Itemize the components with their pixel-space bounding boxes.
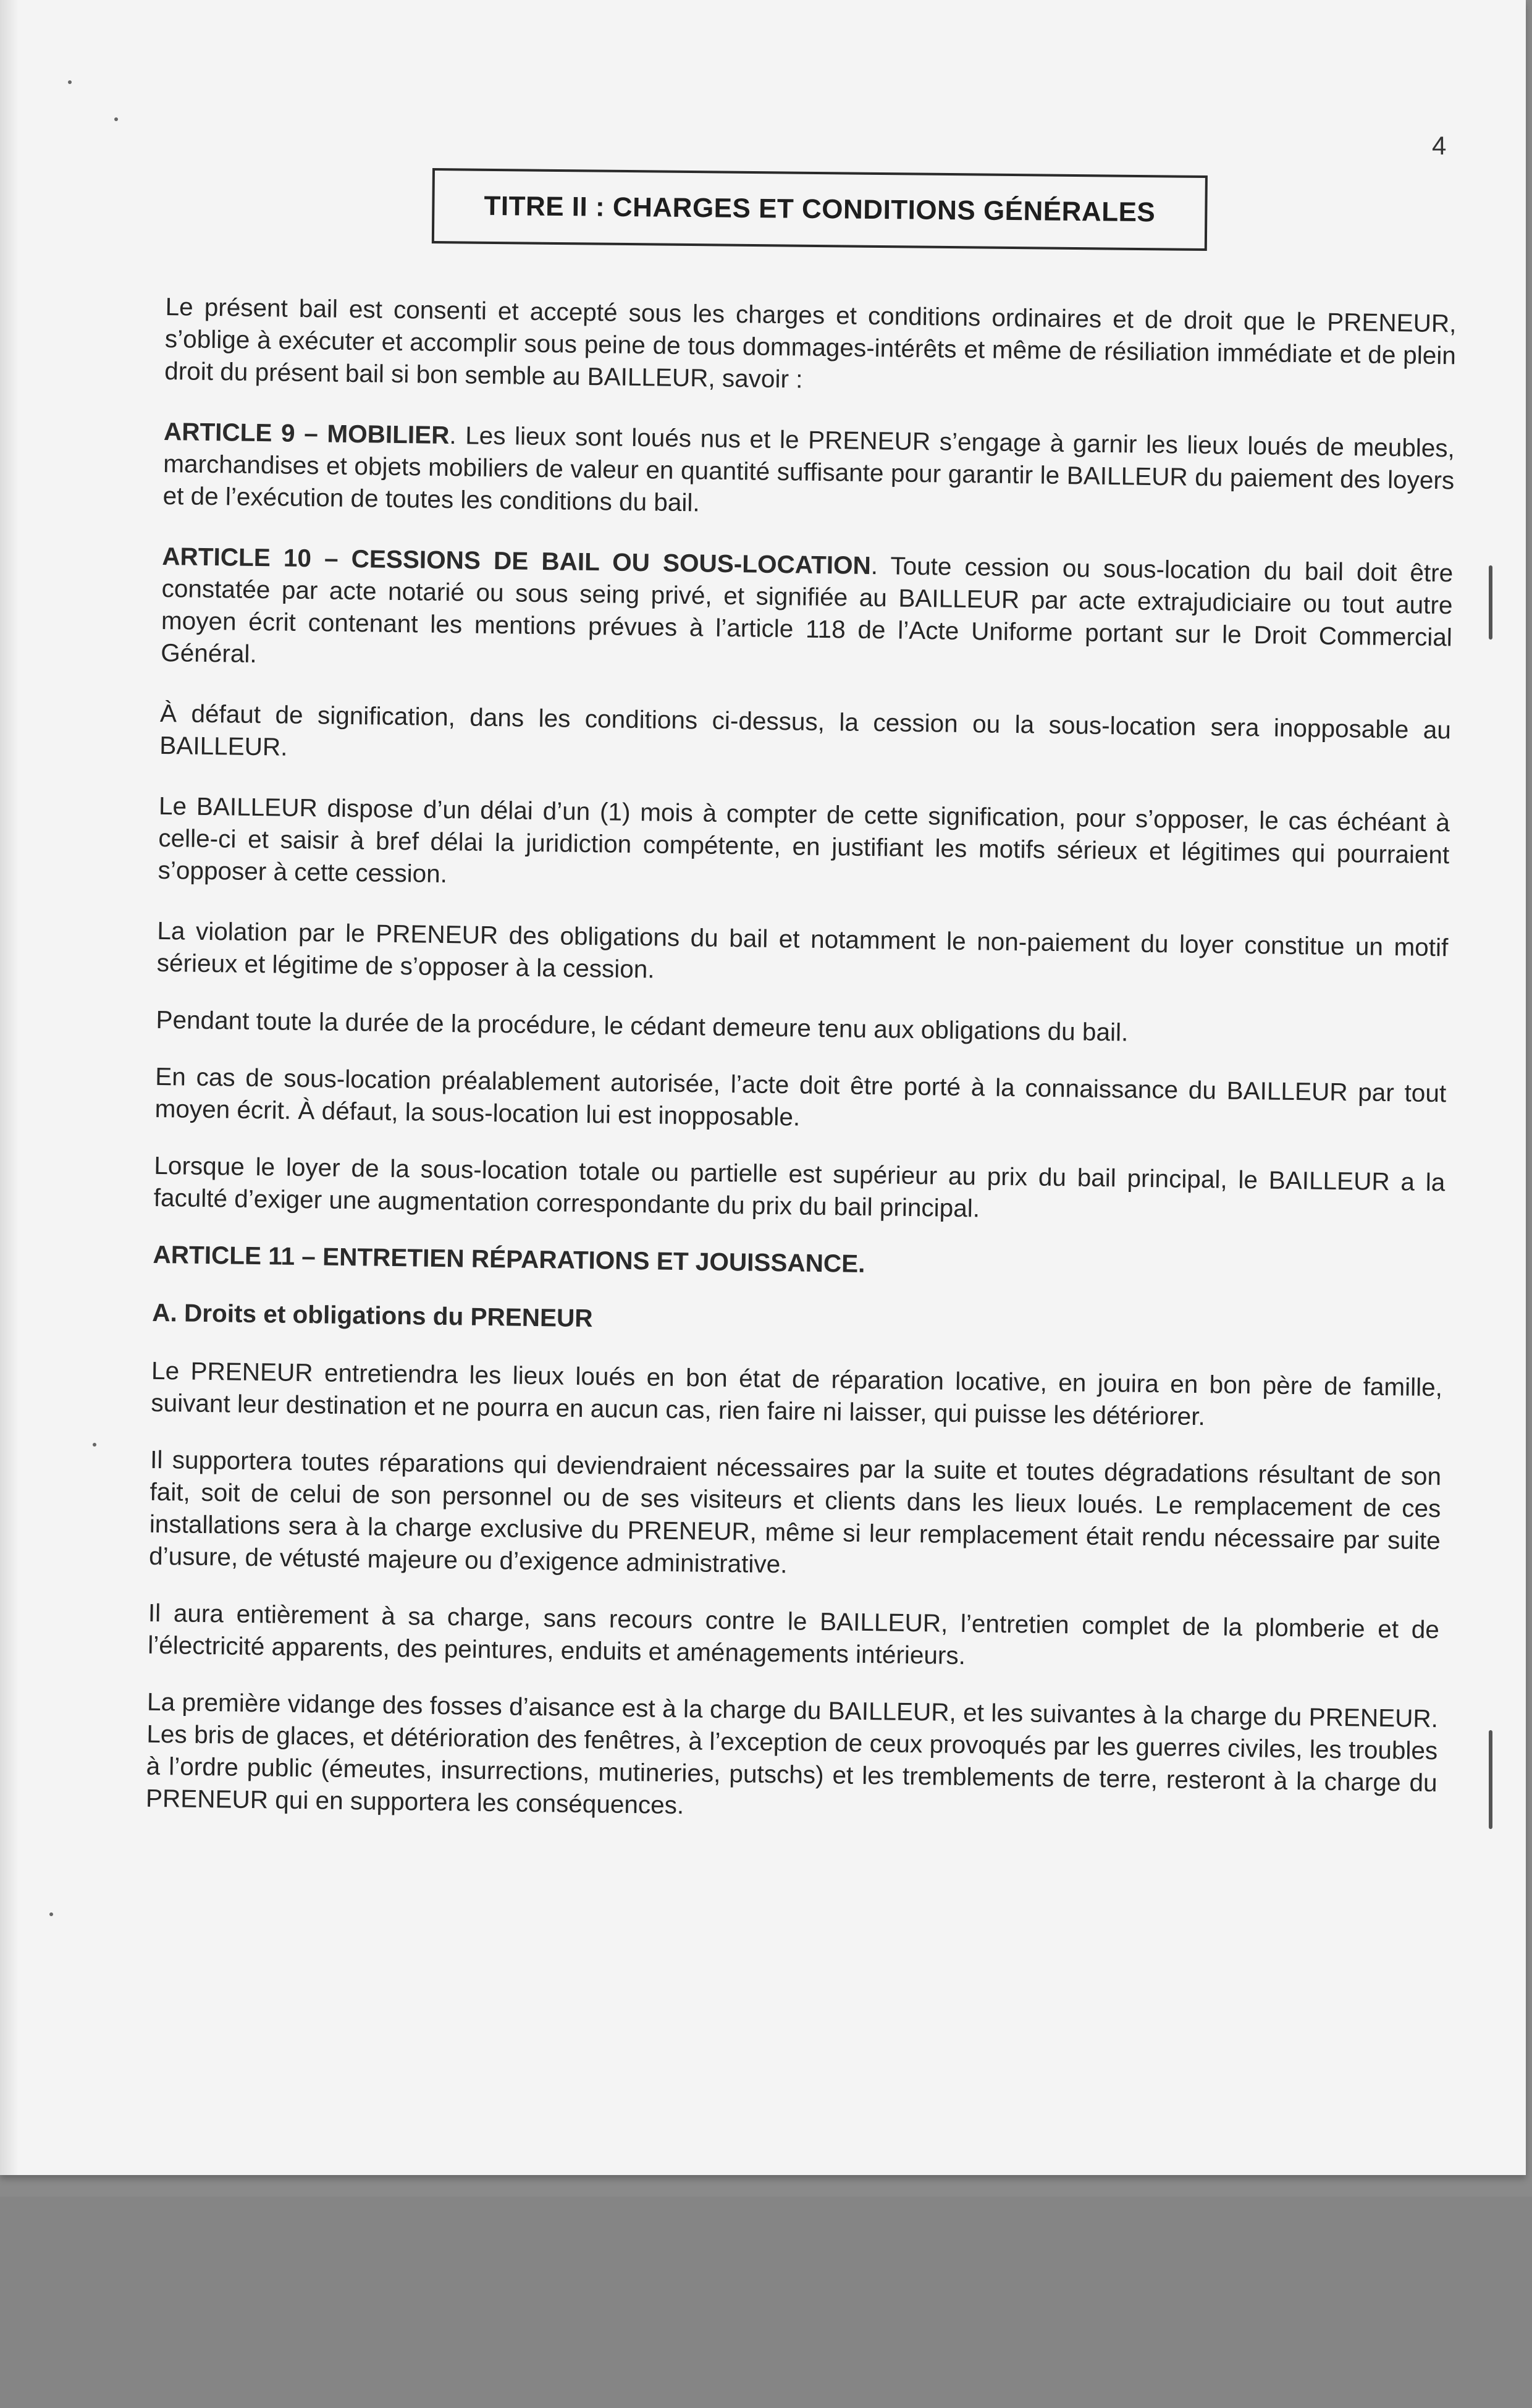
section-title: TITRE II : CHARGES ET CONDITIONS GÉNÉRALES: [484, 190, 1156, 228]
article-11-paragraph: Il supportera toutes réparations qui deviendraient nécessaires par la suite et toutes dégradations résultant de son fait, soit de celui de son personnel ou de ses visiteurs et clients dans les lieux loués. Le remplacement de ces installations sera à la charge exclusive du PRENEUR, même si leur remplacement était rendu nécessaire par suite d’usure, de vétusté majeure ou d’exigence administrative.: [148, 1445, 1442, 1579]
margin-mark: [1489, 565, 1492, 640]
page-number: 4: [1432, 131, 1447, 160]
scan-speck: [93, 1443, 96, 1447]
scan-speck: [49, 1912, 53, 1916]
article-11-heading: ARTICLE 11 – ENTRETIEN RÉPARATIONS ET JOUISSANCE.: [153, 1240, 865, 1278]
article-10-paragraph: En cas de sous-location préalablement autorisée, l’acte doit être porté à la connaissance du BAILLEUR par tout moyen écrit. À défaut, la sous-location lui est inopposable.: [154, 1062, 1447, 1131]
article-10-text: . Toute cession ou sous-location du bail doit être constatée par acte notarié ou sous seing privé, et signifiée au BAILLEUR par acte extrajudiciaire ou tout autre moyen écrit contenant les mentions prévues à l’article 118 de l’Acte Uniforme portant sur le Droit Commercial Général.: [161, 551, 1454, 668]
article-11-subheading: A. Droits et obligations du PRENEUR: [152, 1298, 593, 1333]
article-10-paragraph: Lorsque le loyer de la sous-location totale ou partielle est supérieur au prix du bail principal, le BAILLEUR a la faculté d’exiger une augmentation correspondante du prix du bail principal.: [153, 1151, 1446, 1223]
scan-speck: [114, 117, 118, 121]
article-11-paragraph: Le PRENEUR entretiendra les lieux loués en bon état de réparation locative, en jouira en bon père de famille, suivant leur destination et ne pourra en aucun cas, rien faire ni laisser, qui puisse les détériorer.: [151, 1356, 1443, 1431]
article-10-heading: ARTICLE 10 – CESSIONS DE BAIL OU SOUS-LOCATION: [162, 541, 872, 580]
article-10-paragraph: La violation par le PRENEUR des obligations du bail et notamment le non-paiement du loyer constitue un motif sérieux et légitime de s’opposer à la cession.: [156, 916, 1449, 984]
article-9-text: . Les lieux sont loués nus et le PRENEUR s’engage à garnir les lieux loués de meubles, marchandises et objets mobiliers de valeur en quantité suffisante pour garantir le BAILLEUR du paiement des loyers et de l’exécution de toutes les conditions du bail.: [162, 421, 1455, 517]
scan-speck: [68, 80, 72, 84]
scanner-background: [0, 2197, 1532, 2408]
article-10-paragraph: À défaut de signification, dans les conditions ci-dessus, la cession ou la sous-location sera inopposable au BAILLEUR.: [159, 698, 1452, 761]
margin-mark: [1489, 1730, 1492, 1829]
article-10-paragraph: Le BAILLEUR dispose d’un délai d’un (1) mois à compter de cette signification, pour s’opposer, le cas échéant à celle-ci et saisir à bref délai la juridiction compétente, en justifiant les motifs sérieux et légitimes qui pourraient s’opposer à cette cession.: [158, 791, 1450, 889]
page-edge-shadow: [0, 0, 19, 2175]
article-9-heading: ARTICLE 9 – MOBILIER: [163, 416, 450, 450]
intro-paragraph: Le présent bail est consenti et accepté sous les charges et conditions ordinaires et de droit que le PRENEUR, s’oblige à exécuter et accomplir sous peine de tous dommages-intérêts et même de résiliation immédiate et de plein droit du présent bail si bon semble au BAILLEUR, savoir :: [164, 292, 1457, 394]
title-box: [432, 168, 1208, 251]
article-11-paragraph: Il aura entièrement à sa charge, sans recours contre le BAILLEUR, l’entretien complet de la plomberie et de l’électricité apparents, des peintures, enduits et aménagements intérieurs.: [148, 1598, 1440, 1670]
article-11-paragraph: La première vidange des fosses d’aisance est à la charge du BAILLEUR, et les suivantes à la charge du PRENEUR. Les bris de glaces, et détérioration des fenêtres, à l’exception de ceux provoqués par les guerres civiles, les troubles à l’ordre public (émeutes, insurrections, mutineries, putschs) et les tremblements de terre, resteront à la charge du PRENEUR qui en supportera les conséquences.: [145, 1687, 1439, 1820]
article-9: [162, 415, 1455, 528]
document-body: [145, 290, 1457, 1859]
article-10: [161, 540, 1454, 685]
article-10-paragraph: Pendant toute la durée de la procédure, le cédant demeure tenu aux obligations du bail.: [156, 1005, 1129, 1047]
